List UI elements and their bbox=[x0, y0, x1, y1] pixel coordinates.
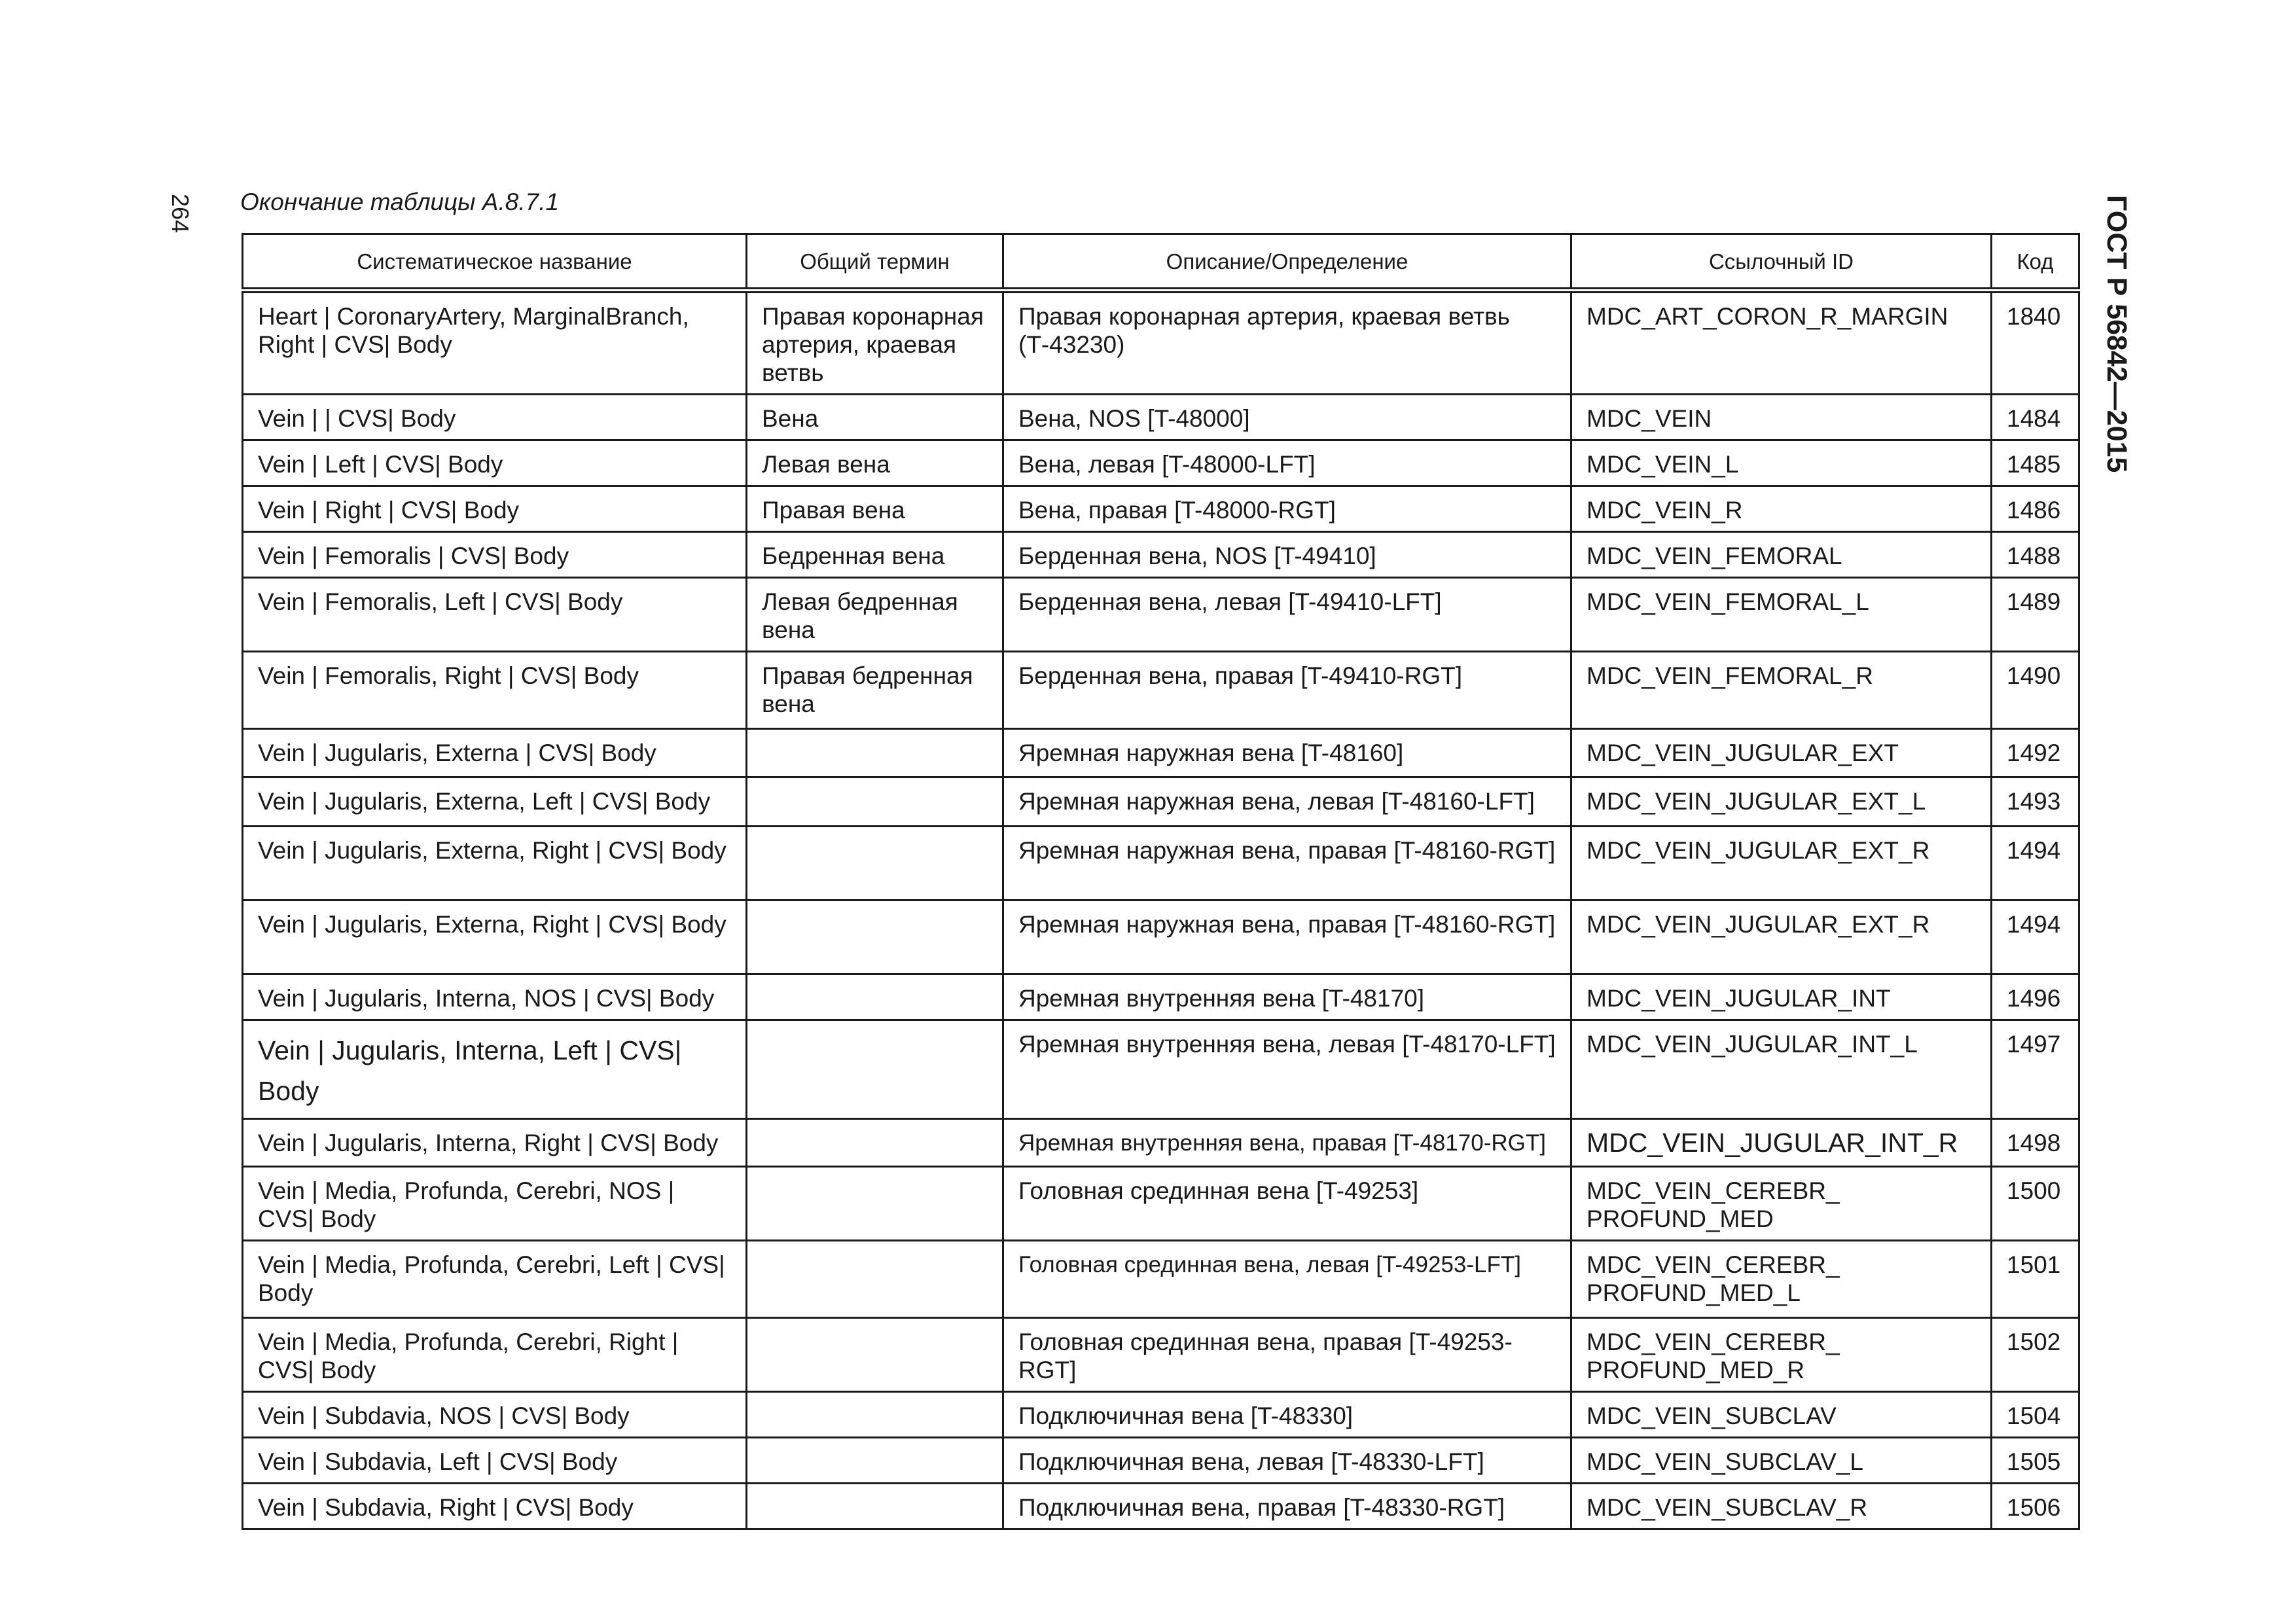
table-row bbox=[243, 1241, 2079, 1318]
common-term-cell bbox=[747, 1119, 1003, 1167]
systematic-name-cell: Vein | Left | CVS| Body bbox=[243, 440, 747, 486]
table-row bbox=[243, 974, 2079, 1020]
code-cell: 1492 bbox=[1992, 729, 2079, 777]
common-term-cell: Вена bbox=[747, 395, 1003, 440]
table-row bbox=[243, 1119, 2079, 1167]
systematic-name-cell: Vein | Jugularis, Externa, Right | CVS| Body bbox=[243, 901, 747, 974]
common-term-cell bbox=[747, 827, 1003, 901]
description-cell: Яремная наружная вена, левая [T-48160-LFT] bbox=[1003, 777, 1571, 827]
reference-id-cell: MDC_VEIN_SUBCLAV bbox=[1571, 1392, 1992, 1438]
table-row bbox=[243, 291, 2079, 395]
header-systematic-name: Систематическое название bbox=[243, 234, 747, 291]
code-cell: 1496 bbox=[1992, 974, 2079, 1020]
reference-id-cell: MDC_VEIN_CEREBR_ PROFUND_MED bbox=[1571, 1167, 1992, 1241]
code-cell: 1493 bbox=[1992, 777, 2079, 827]
systematic-name-cell: Vein | | CVS| Body bbox=[243, 395, 747, 440]
code-cell: 1501 bbox=[1992, 1241, 2079, 1318]
table-row bbox=[243, 1318, 2079, 1392]
description-cell: Вена, левая [T-48000-LFT] bbox=[1003, 440, 1571, 486]
reference-id-cell: MDC_VEIN_CEREBR_ PROFUND_MED_R bbox=[1571, 1318, 1992, 1392]
description-cell: Яремная наружная вена [T-48160] bbox=[1003, 729, 1571, 777]
table-row bbox=[243, 1392, 2079, 1438]
description-cell: Головная срединная вена, левая [T-49253-LFT] bbox=[1003, 1241, 1571, 1318]
code-cell: 1486 bbox=[1992, 486, 2079, 532]
reference-id-cell: MDC_VEIN_JUGULAR_EXT bbox=[1571, 729, 1992, 777]
systematic-name-cell: Vein | Media, Profunda, Cerebri, Left | CVS| Body bbox=[243, 1241, 747, 1318]
code-cell: 1484 bbox=[1992, 395, 2079, 440]
code-cell: 1505 bbox=[1992, 1438, 2079, 1484]
description-cell: Вена, NOS [T-48000] bbox=[1003, 395, 1571, 440]
common-term-cell bbox=[747, 777, 1003, 827]
description-cell: Головная срединная вена, правая [T-49253-RGT] bbox=[1003, 1318, 1571, 1392]
common-term-cell bbox=[747, 1020, 1003, 1119]
description-cell: Подключичная вена, правая [T-48330-RGT] bbox=[1003, 1484, 1571, 1529]
description-cell: Правая коронарная артерия, краевая ветвь (Т-43230) bbox=[1003, 291, 1571, 395]
table-row bbox=[243, 827, 2079, 901]
description-cell: Головная срединная вена [T-49253] bbox=[1003, 1167, 1571, 1241]
table-row bbox=[243, 901, 2079, 974]
common-term-cell bbox=[747, 1392, 1003, 1438]
description-cell: Яремная внутренняя вена, правая [T-48170-RGT] bbox=[1003, 1119, 1571, 1167]
systematic-name-cell: Vein | Right | CVS| Body bbox=[243, 486, 747, 532]
code-cell: 1502 bbox=[1992, 1318, 2079, 1392]
reference-id-cell: MDC_VEIN_FEMORAL_R bbox=[1571, 652, 1992, 729]
reference-id-cell: MDC_VEIN_CEREBR_ PROFUND_MED_L bbox=[1571, 1241, 1992, 1318]
description-cell: Яремная наружная вена, правая [T-48160-RGT] bbox=[1003, 901, 1571, 974]
reference-id-cell: MDC_VEIN_FEMORAL_L bbox=[1571, 578, 1992, 652]
table-row bbox=[243, 440, 2079, 486]
systematic-name-cell: Vein | Subdavia, Left | CVS| Body bbox=[243, 1438, 747, 1484]
table-row bbox=[243, 777, 2079, 827]
code-cell: 1506 bbox=[1992, 1484, 2079, 1529]
description-cell: Вена, правая [T-48000-RGT] bbox=[1003, 486, 1571, 532]
code-cell: 1500 bbox=[1992, 1167, 2079, 1241]
systematic-name-cell: Vein | Jugularis, Externa, Left | CVS| Body bbox=[243, 777, 747, 827]
common-term-cell bbox=[747, 1241, 1003, 1318]
reference-id-cell: MDC_VEIN_JUGULAR_INT_R bbox=[1571, 1119, 1992, 1167]
code-cell: 1494 bbox=[1992, 901, 2079, 974]
description-cell: Яремная внутренняя вена, левая [T-48170-LFT] bbox=[1003, 1020, 1571, 1119]
systematic-name-cell: Vein | Jugularis, Interna, Left | CVS| Body bbox=[243, 1020, 747, 1119]
systematic-name-cell: Vein | Jugularis, Externa, Right | CVS| Body bbox=[243, 827, 747, 901]
code-cell: 1840 bbox=[1992, 291, 2079, 395]
reference-id-cell: MDC_VEIN_JUGULAR_INT bbox=[1571, 974, 1992, 1020]
header-common-term: Общий термин bbox=[747, 234, 1003, 291]
header-code: Код bbox=[1992, 234, 2079, 291]
table-row bbox=[243, 1484, 2079, 1529]
common-term-cell bbox=[747, 1438, 1003, 1484]
common-term-cell bbox=[747, 901, 1003, 974]
reference-id-cell: MDC_ART_CORON_R_MARGIN bbox=[1571, 291, 1992, 395]
systematic-name-cell: Vein | Subdavia, NOS | CVS| Body bbox=[243, 1392, 747, 1438]
common-term-cell: Правая вена bbox=[747, 486, 1003, 532]
table-row bbox=[243, 1438, 2079, 1484]
systematic-name-cell: Vein | Jugularis, Interna, Right | CVS| Body bbox=[243, 1119, 747, 1167]
reference-id-cell: MDC_VEIN_L bbox=[1571, 440, 1992, 486]
common-term-cell: Левая вена bbox=[747, 440, 1003, 486]
common-term-cell bbox=[747, 729, 1003, 777]
systematic-name-cell: Vein | Femoralis | CVS| Body bbox=[243, 532, 747, 578]
description-cell: Подключичная вена, левая [T-48330-LFT] bbox=[1003, 1438, 1571, 1484]
description-cell: Яремная наружная вена, правая [T-48160-RGT] bbox=[1003, 827, 1571, 901]
reference-id-cell: MDC_VEIN_JUGULAR_INT_L bbox=[1571, 1020, 1992, 1119]
code-cell: 1504 bbox=[1992, 1392, 2079, 1438]
reference-id-cell: MDC_VEIN_R bbox=[1571, 486, 1992, 532]
standard-designation: ГОСТ Р 56842—2015 bbox=[2101, 195, 2132, 473]
reference-id-cell: MDC_VEIN bbox=[1571, 395, 1992, 440]
reference-id-cell: MDC_VEIN_FEMORAL bbox=[1571, 532, 1992, 578]
description-cell: Берденная вена, правая [T-49410-RGT] bbox=[1003, 652, 1571, 729]
table-row bbox=[243, 486, 2079, 532]
terms-table bbox=[242, 233, 2080, 1530]
common-term-cell bbox=[747, 1318, 1003, 1392]
common-term-cell: Правая бедренная вена bbox=[747, 652, 1003, 729]
reference-id-cell: MDC_VEIN_SUBCLAV_R bbox=[1571, 1484, 1992, 1529]
reference-id-cell: MDC_VEIN_JUGULAR_EXT_R bbox=[1571, 827, 1992, 901]
common-term-cell bbox=[747, 1167, 1003, 1241]
table-row bbox=[243, 729, 2079, 777]
reference-id-cell: MDC_VEIN_JUGULAR_EXT_R bbox=[1571, 901, 1992, 974]
systematic-name-cell: Vein | Subdavia, Right | CVS| Body bbox=[243, 1484, 747, 1529]
header-reference-id: Ссылочный ID bbox=[1571, 234, 1992, 291]
code-cell: 1485 bbox=[1992, 440, 2079, 486]
systematic-name-cell: Vein | Media, Profunda, Cerebri, Right | CVS| Body bbox=[243, 1318, 747, 1392]
reference-id-cell: MDC_VEIN_JUGULAR_EXT_L bbox=[1571, 777, 1992, 827]
table-row bbox=[243, 532, 2079, 578]
code-cell: 1494 bbox=[1992, 827, 2079, 901]
description-cell: Яремная внутренняя вена [T-48170] bbox=[1003, 974, 1571, 1020]
systematic-name-cell: Vein | Jugularis, Interna, NOS | CVS| Body bbox=[243, 974, 747, 1020]
header-description: Описание/Определение bbox=[1003, 234, 1571, 291]
systematic-name-cell: Heart | CoronaryArtery, MarginalBranch, Right | CVS| Body bbox=[243, 291, 747, 395]
systematic-name-cell: Vein | Femoralis, Left | CVS| Body bbox=[243, 578, 747, 652]
code-cell: 1488 bbox=[1992, 532, 2079, 578]
table-row bbox=[243, 1020, 2079, 1119]
common-term-cell: Левая бедренная вена bbox=[747, 578, 1003, 652]
systematic-name-cell: Vein | Femoralis, Right | CVS| Body bbox=[243, 652, 747, 729]
description-cell: Берденная вена, NOS [T-49410] bbox=[1003, 532, 1571, 578]
reference-id-cell: MDC_VEIN_SUBCLAV_L bbox=[1571, 1438, 1992, 1484]
systematic-name-cell: Vein | Jugularis, Externa | CVS| Body bbox=[243, 729, 747, 777]
code-cell: 1490 bbox=[1992, 652, 2079, 729]
page-number: 264 bbox=[167, 194, 194, 234]
table-header-row bbox=[243, 234, 2079, 291]
common-term-cell: Правая коронарная артерия, краевая ветвь bbox=[747, 291, 1003, 395]
table-row bbox=[243, 652, 2079, 729]
table-row bbox=[243, 1167, 2079, 1241]
table-caption: Окончание таблицы А.8.7.1 bbox=[240, 188, 560, 215]
table-row bbox=[243, 578, 2079, 652]
code-cell: 1489 bbox=[1992, 578, 2079, 652]
systematic-name-cell: Vein | Media, Profunda, Cerebri, NOS | CVS| Body bbox=[243, 1167, 747, 1241]
description-cell: Берденная вена, левая [T-49410-LFT] bbox=[1003, 578, 1571, 652]
common-term-cell bbox=[747, 974, 1003, 1020]
code-cell: 1497 bbox=[1992, 1020, 2079, 1119]
common-term-cell: Бедренная вена bbox=[747, 532, 1003, 578]
table-row bbox=[243, 395, 2079, 440]
description-cell: Подключичная вена [T-48330] bbox=[1003, 1392, 1571, 1438]
common-term-cell bbox=[747, 1484, 1003, 1529]
code-cell: 1498 bbox=[1992, 1119, 2079, 1167]
